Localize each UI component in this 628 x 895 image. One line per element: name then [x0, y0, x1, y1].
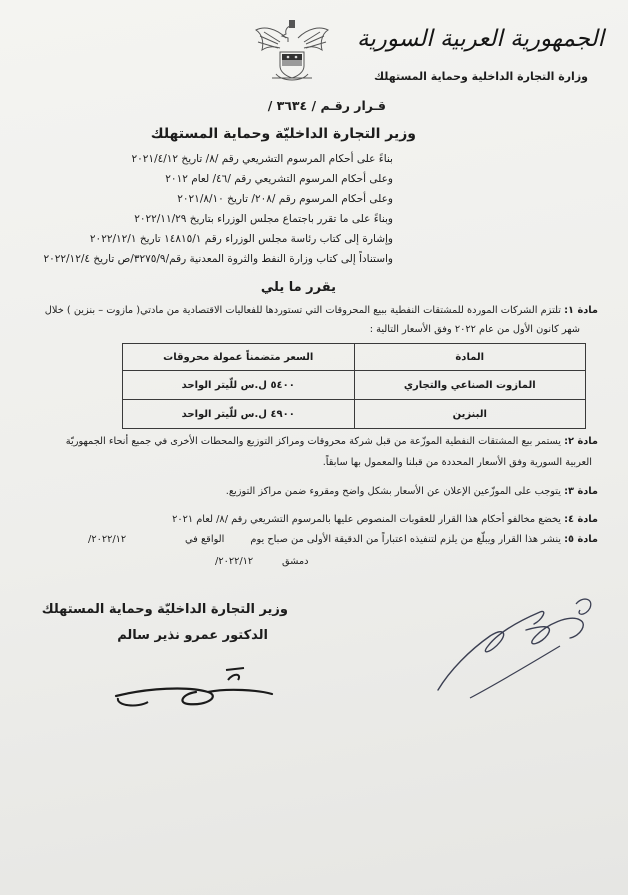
article-4-text: يخضع مخالفو أحكام هذا القرار للعقوبات المنصوص عليها بالمرسوم التشريعي رقم /٨/ لعام ٢٠٢١: [172, 514, 561, 525]
article-5-label: مادة ٥:: [564, 534, 598, 545]
table-header-row: [123, 344, 586, 371]
article-3: [226, 483, 598, 500]
table-cell: ٤٩٠٠ ل.س للّيتر الواحد: [123, 400, 355, 429]
article-5-date: ٢٠٢٢/١٢/: [88, 534, 127, 545]
eagle-emblem-icon: [252, 16, 332, 84]
table-header-cell: المادة: [354, 344, 586, 371]
signatory-title: وزير التجارة الداخليّة وحماية المستهلك: [41, 602, 288, 617]
article-2-text-cont: العربية السورية وفق الأسعار المحددة من قبلنا والمعمول بها سابقاً.: [322, 457, 592, 468]
decision-number: قـرار رقـم / ٣٦٣٤ /: [267, 98, 386, 113]
table-cell: البنزين: [354, 400, 586, 429]
signatory-name: الدكتور عمرو نذير سالم: [117, 628, 268, 643]
issue-place: دمشق: [282, 556, 309, 567]
preamble-line: وعلى أحكام المرسوم التشريعي رقم /٤٦/ لعام ٢٠١٢: [165, 173, 393, 185]
preamble-line: وإشارة إلى كتاب رئاسة مجلس الوزراء رقم ١٤٨١٥/١ تاريخ ٢٠٢٢/١٢/١: [89, 233, 393, 245]
country-title: الجمهورية العربية السورية: [357, 26, 604, 52]
issue-date: ٢٠٢٢/١٢/: [215, 556, 254, 567]
minister-heading: وزير التجارة الداخليّة وحماية المستهلك: [150, 126, 416, 142]
preamble-line: بناءً على أحكام المرسوم التشريعي رقم /٨/ تاريخ ٢٠٢١/٤/١٢: [131, 153, 393, 165]
table-row: [123, 400, 586, 429]
table-cell: المازوت الصناعي والتجاري: [354, 371, 586, 400]
article-5-weekday-label: الواقع في: [185, 534, 225, 545]
handwritten-signature-icon: [430, 590, 605, 700]
article-4-label: مادة ٤:: [564, 514, 598, 525]
table-header-cell: السعر متضمناً عمولة محروقات: [123, 344, 355, 371]
article-4: [172, 511, 598, 528]
table-cell: ٥٤٠٠ ل.س للّيتر الواحد: [123, 371, 355, 400]
article-1-label: مادة ١:: [564, 305, 598, 316]
price-table: [122, 343, 586, 429]
preamble-line: واستناداً إلى كتاب وزارة النفط والثروة المعدنية رقم/٣٢٧٥/٩/ص تاريخ ٢٠٢٢/١٢/٤: [43, 253, 393, 265]
preamble-line: وبناءً على ما تقرر باجتماع مجلس الوزراء بتاريخ ٢٠٢٢/١١/٢٩: [134, 213, 393, 225]
article-3-label: مادة ٣:: [564, 486, 598, 497]
drawn-signature-icon: [108, 662, 278, 712]
article-5: [250, 531, 598, 548]
article-2-text: يستمر بيع المشتقات النفطية الموزّعة من قبل شركة محروقات ومراكز التوزيع والمحطات الأخرى في جميع أنحاء الجمهوريّة: [65, 436, 561, 447]
table-row: [123, 371, 586, 400]
article-2: [66, 433, 598, 450]
article-1-text: تلتزم الشركات الموردة للمشتقات النفطية ببيع المحروقات التي تستوردها للفعاليات الاقتصادية من مادتي( مازوت – بنزين ) خلال: [44, 305, 561, 316]
preamble-line: وعلى أحكام المرسوم رقم /٢٠٨/ تاريخ ٢٠٢١/٨/١٠: [177, 193, 393, 205]
article-1-text-cont: شهر كانون الأول من عام ٢٠٢٢ وفق الأسعار التالية :: [369, 324, 580, 335]
article-2-label: مادة ٢:: [564, 436, 598, 447]
article-5-text: ينشر هذا القرار ويبلّغ من يلزم لتنفيذه اعتباراً من الدقيقة الأولى من صباح يوم: [250, 534, 561, 545]
article-3-text: يتوجب على الموزّعين الإعلان عن الأسعار بشكل واضح ومقروء ضمن مراكز التوزيع.: [225, 486, 561, 497]
article-1: [45, 302, 598, 319]
ministry-name: وزارة التجارة الداخلية وحماية المستهلك: [374, 70, 588, 83]
resolves-heading: يقرر ما يلي: [260, 280, 336, 295]
